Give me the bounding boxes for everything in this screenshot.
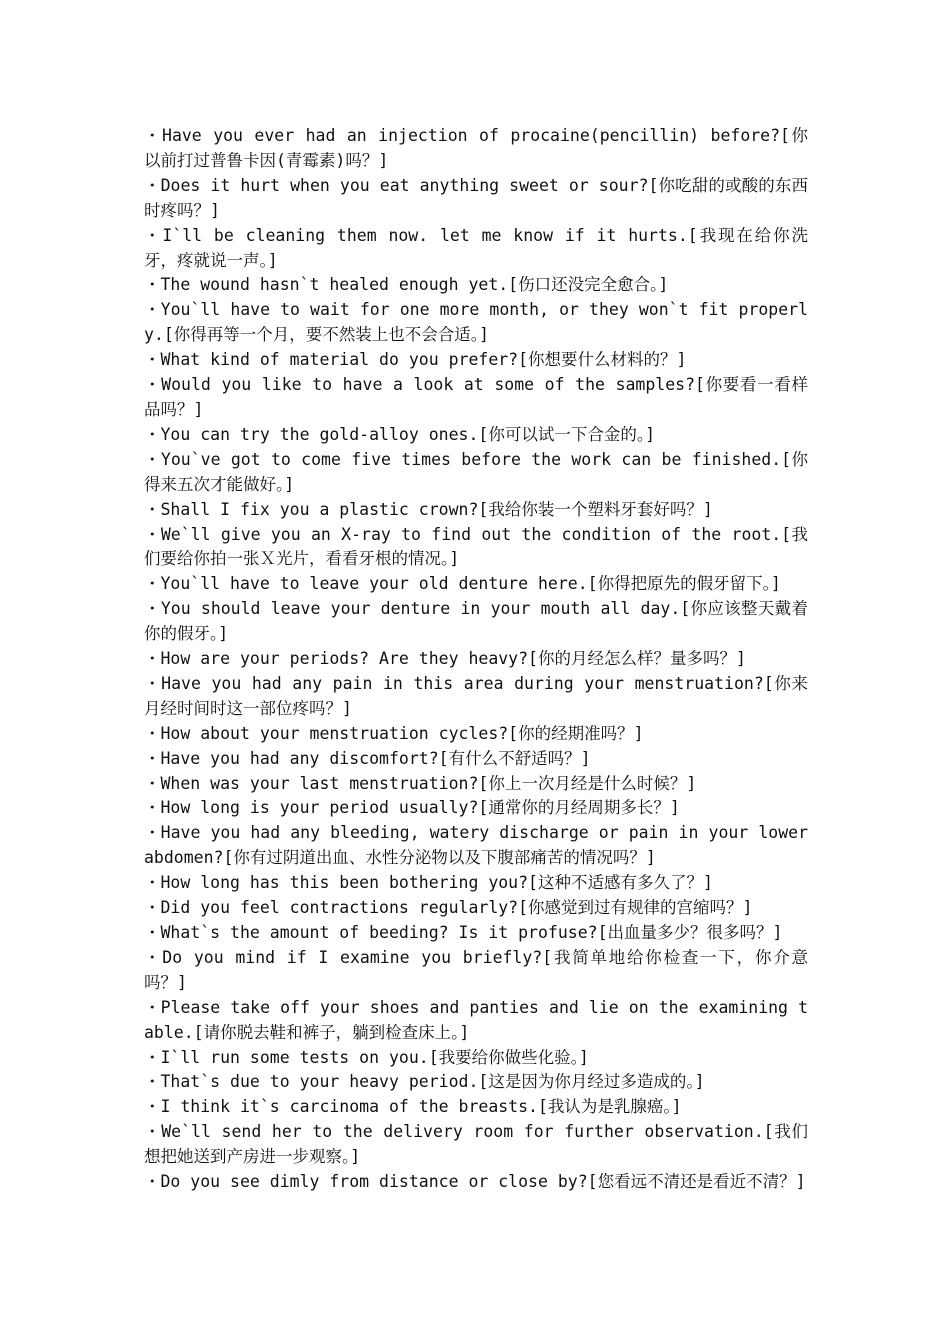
phrase-item: ・Do you mind if I examine you briefly?[我简单地给你检查一下，你介意吗？] bbox=[144, 947, 808, 992]
phrase-item: ・Would you like to have a look at some of the samples?[你要看一看样品吗？] bbox=[144, 375, 808, 419]
phrase-item: ・We`ll give you an X-ray to find out the condition of the root.[我们要给你拍一张Ｘ光片，看看牙根的情况。] bbox=[144, 524, 808, 569]
phrase-item: ・Have you ever had an injection of procaine(pencillin) before?[你以前打过普鲁卡因(青霉素)吗？] bbox=[144, 126, 808, 170]
phrase-item: ・I think it`s carcinoma of the breasts.[我认为是乳腺癌。] bbox=[144, 1097, 682, 1117]
phrase-item: ・I`ll run some tests on you.[我要给你做些化验。] bbox=[144, 1047, 589, 1067]
phrase-item: ・We`ll send her to the delivery room for further observation.[我们想把她送到产房进一步观察。] bbox=[144, 1122, 808, 1167]
phrase-item: ・The wound hasn`t healed enough yet.[伤口还没完全愈合。] bbox=[144, 275, 669, 295]
phrase-item: ・You can try the gold-alloy ones.[你可以试一下合金的。] bbox=[144, 424, 656, 444]
phrase-item: ・Have you had any bleeding, watery discharge or pain in your lower abdomen?[你有过阴道出血、水性分泌物以及下腹部痛苦的情况吗？] bbox=[144, 823, 808, 868]
document-body bbox=[144, 124, 808, 1195]
phrase-item: ・I`ll be cleaning them now. let me know if it hurts.[我现在给你洗牙，疼就说一声。] bbox=[144, 225, 808, 270]
phrase-item: ・Have you had any discomfort?[有什么不舒适吗？] bbox=[144, 748, 591, 768]
phrase-item: ・Does it hurt when you eat anything sweet or sour?[你吃甜的或酸的东西时疼吗？] bbox=[144, 175, 808, 220]
phrase-item: ・When was your last menstruation?[你上一次月经是什么时候？] bbox=[144, 773, 697, 793]
phrase-item: ・Please take off your shoes and panties and lie on the examining table.[请你脱去鞋和裤子，躺到检查床上。] bbox=[144, 997, 808, 1042]
phrase-item: ・You`ve got to come five times before the work can be finished.[你得来五次才能做好。] bbox=[144, 449, 808, 494]
phrase-item: ・Do you see dimly from distance or close by?[您看远不清还是看近不清？] bbox=[144, 1172, 806, 1192]
phrase-item: ・What`s the amount of beeding? Is it profuse?[出血量多少？很多吗？] bbox=[144, 923, 783, 942]
phrase-item: ・How long is your period usually?[通常你的月经周期多长？] bbox=[144, 798, 680, 818]
phrase-item: ・How are your periods? Are they heavy?[你的月经怎么样？量多吗？] bbox=[144, 649, 746, 669]
phrase-item: ・Did you feel contractions regularly?[你感觉到过有规律的宫缩吗？] bbox=[144, 898, 753, 918]
phrase-item: ・You`ll have to leave your old denture here.[你得把原先的假牙留下。] bbox=[144, 574, 781, 594]
phrase-item: ・Have you had any pain in this area during your menstruation?[你来月经时间时这一部位疼吗？] bbox=[144, 673, 808, 718]
phrase-item: ・How about your menstruation cycles?[你的经期准吗？] bbox=[144, 723, 644, 743]
phrase-item: ・That`s due to your heavy period.[这是因为你月经过多造成的。] bbox=[144, 1072, 705, 1092]
phrase-item: ・You`ll have to wait for one more month, or they won`t fit properly.[你得再等一个月，要不然装上也不会合适。] bbox=[144, 300, 808, 345]
phrase-item: ・How long has this been bothering you?[这种不适感有多久了？] bbox=[144, 873, 713, 893]
phrase-item: ・Shall I fix you a plastic crown?[我给你装一个塑料牙套好吗？] bbox=[144, 499, 713, 519]
phrase-item: ・What kind of material do you prefer?[你想要什么材料的？] bbox=[144, 350, 687, 370]
phrase-item: ・You should leave your denture in your mouth all day.[你应该整天戴着你的假牙。] bbox=[144, 599, 808, 644]
